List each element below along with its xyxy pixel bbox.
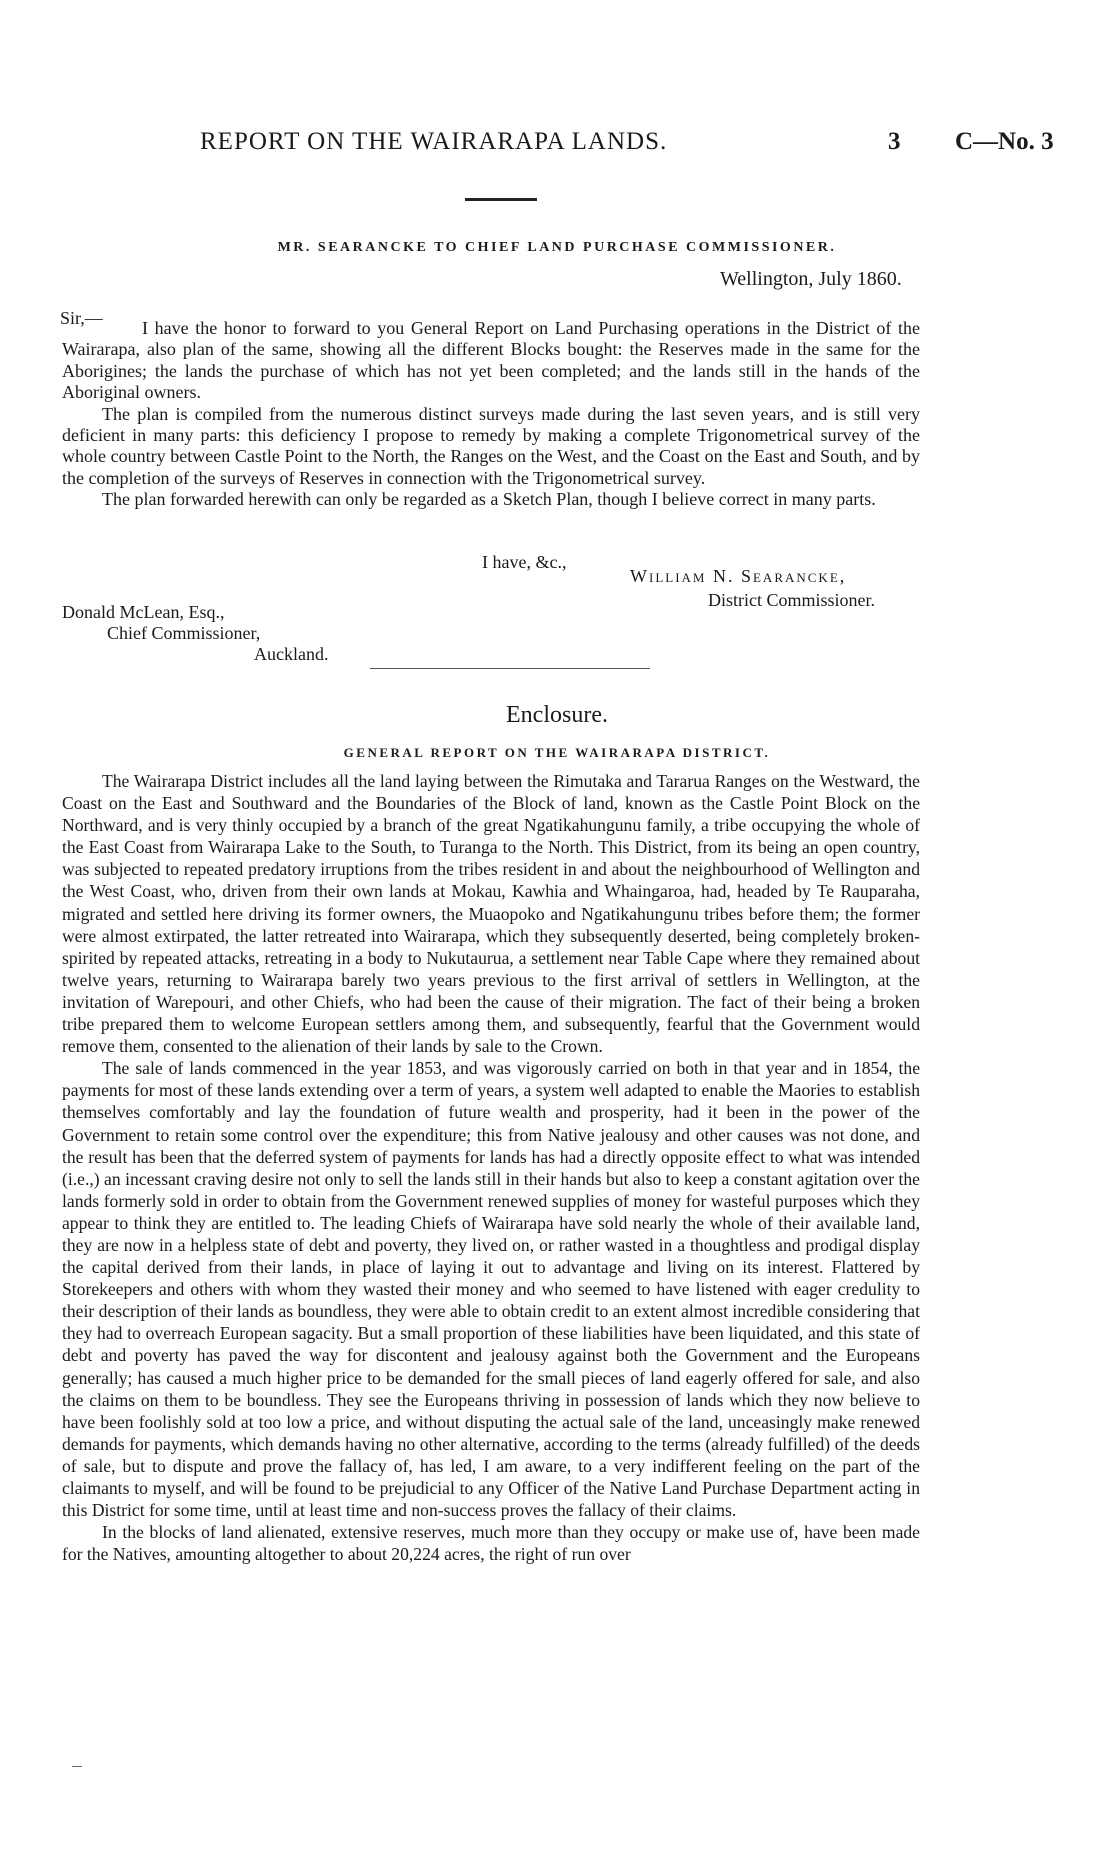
report-body [62,770,920,1565]
page-header [0,128,1114,168]
signature-name: William N. Searancke, [630,566,847,586]
letter-place-date: Wellington, July 1860. [720,268,902,290]
signature-title: District Commissioner. [708,590,876,610]
letter-paragraph: The plan forwarded herewith can only be regarded as a Sketch Plan, though I believe correct in many parts. [102,489,876,510]
header-divider [465,198,537,201]
report-heading: GENERAL REPORT ON THE WAIRARAPA DISTRICT. [343,745,771,760]
report-paragraph: The sale of lands commenced in the year 1853, and was vigorously carried on both in that year and in 1854, the payments for most of these lands extending over a term of years, a system well adapted to enable the Maories to establish themselves comfortably and lay the foundation of future wealth and prosperity, had it been in the power of the Government to retain some control over the expenditure; this from Native jealousy and other causes was not done, and the result has been that the deferred system of payments for lands has had a directly opposite effect to what was intended (i.e.,) an incessant craving desire not only to sell the lands still in their hands but also to keep a constant agitation over the lands formerly sold in order to obtain from the Government renewed supplies of money for wasteful purposes which they appear to think they are entitled to. The leading Chiefs of Wairarapa have sold nearly the whole of their available land, they are now in a helpless state of debt and poverty, they lived on, or rather wasted in a thoughtless and prodigal display the capital derived from their lands, in place of laying it out to advantage and living on its interest. Flattered by Storekeepers and others with whom they wasted their money and who seemed to have listened with eager credulity to their description of their lands as boundless, they were able to obtain credit to an extent almost incredible considering that they had to overreach European sagacity. But a small proportion of these liabilities have been liquidated, and this state of debt and poverty has paved the way for discontent and jealousy against both the Government and the Europeans generally; has caused a much higher price to be demanded for the small pieces of land eagerly offered for sale, and also the claims on them to be boundless. They see the Europeans thriving in possession of lands which they now believe to have been foolishly sold at too low a price, and without disputing the actual sale of the land, unceasingly make renewed demands for payments, which demands having no other alternative, according to the terms (already fulfilled) of the deeds of sale, but to dispute and prove the fallacy of, has led, I am aware, to a very indifferent feeling on the part of the claimants to myself, and will be found to be prejudicial to any Officer of the Native Land Purchase Department acting in this District for some time, until at least time and non-success proves the fallacy of their claims. [62,1058,920,1521]
letter-closing: I have, &c., [482,552,567,572]
letter-salutation: Sir,— [60,308,103,328]
enclosure-title: Enclosure. [506,702,608,728]
document-code: C—No. 3 [955,128,1054,155]
addressee-block [62,602,328,665]
addressee-name: Donald McLean, Esq., [62,602,225,622]
section-divider [370,668,650,669]
report-paragraph: The Wairarapa District includes all the land laying between the Rimutaka and Tararua Ranges on the Westward, the Coast on the East and Southward and the Boundaries of the Block of land, known as the Castle Point Block on the Northward, and is very thinly occupied by a branch of the great Ngatikahungunu family, a tribe occupying the whole of the East Coast from Wairarapa Lake to the South, to Turanga to the North. This District, from its being an open country, was subjected to repeated predatory irruptions from the tribes resident in and about the neighbourhood of Wellington and the West Coast, who, driven from their own lands at Mokau, Kawhia and Whaingaroa, had, headed by Te Rauparaha, migrated and settled here driving its former owners, the Muaopoko and Ngatikahungunu tribes before them; the former were almost extirpated, the latter retreated into Wairarapa, which they subsequently deserted, being completely broken-spirited by repeated attacks, retreating in a body to Nukutaurua, a settlement near Table Cape where they remained about twelve years, returning to Wairarapa barely two years previous to the first arrival of settlers in Wellington, at the invitation of Warepouri, and other Chiefs, who had been the cause of their migration. The fact of their being a broken tribe prepared them to welcome European settlers among them, and subsequently, fearful that the Government would remove them, consented to the alienation of their lands by sale to the Crown. [62,771,920,1057]
addressee-place: Auckland. [254,644,329,664]
letter-body [62,318,920,511]
letter-paragraph: I have the honor to forward to you General Report on Land Purchasing operations in the District of the Wairarapa, also plan of the same, showing all the different Blocks bought: the Reserves made in the same for the Aborigines; the lands the purchase of which has not yet been completed; and the lands still in the hands of the Aboriginal owners. [62,318,920,403]
letter-heading: MR. SEARANCKE TO CHIEF LAND PURCHASE COMMISSIONER. [277,240,837,255]
page-number: 3 [888,128,901,155]
letter-paragraph: The plan is compiled from the numerous distinct surveys made during the last seven years, and is still very deficient in many parts: this deficiency I propose to remedy by making a complete Trigonometrical survey of the whole country between Castle Point to the North, the Ranges on the West, and the Coast on the East and South, and by the completion of the surveys of Reserves in connection with the Trigonometrical survey. [62,403,920,488]
addressee-title: Chief Commissioner, [107,623,261,643]
report-paragraph: In the blocks of land alienated, extensive reserves, much more than they occupy or make use of, have been made for the Natives, amounting altogether to about 20,224 acres, the right of run over [62,1522,920,1565]
margin-mark [72,1766,82,1767]
running-title: REPORT ON THE WAIRARAPA LANDS. [200,128,668,155]
